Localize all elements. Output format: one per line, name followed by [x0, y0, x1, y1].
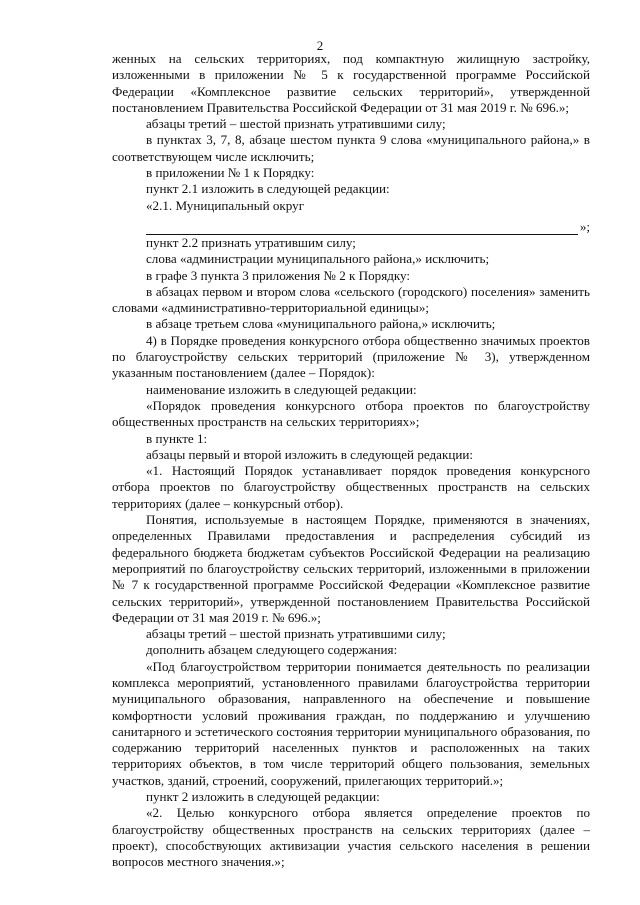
paragraph: «1. Настоящий Порядок устанавливает порядок проведения конкурсного отбора проектов по благоустройству общественных пространств на сельских территориях (далее – конкурсный отбор). [112, 463, 590, 511]
paragraph: слова «администрации муниципального района,» исключить; [146, 251, 490, 267]
paragraph: пункт 2 изложить в следующей редакции: [146, 789, 380, 805]
paragraph: в пункте 1: [146, 430, 208, 446]
paragraph: в абзацах первом и втором слова «сельского (городского) поселения» заменить словами «административно-территориальной единицы»; [112, 283, 590, 316]
paragraph: «Порядок проведения конкурсного отбора проектов по благоустройству общественных пространств на сельских территориях»; [112, 397, 590, 430]
blank-fill-line [146, 216, 590, 235]
paragraph: «2. Целью конкурсного отбора является определение проектов по благоустройству общественных пространств на сельских территориях (далее – проект), способствующих активизации участия сельского населения в решении вопросов местного значения.»; [112, 805, 590, 870]
underline-rule [146, 222, 578, 235]
page-number: 2 [316, 38, 324, 53]
paragraph: абзацы третий – шестой признать утратившими силу; [146, 116, 446, 132]
blank-field-suffix: »; [579, 218, 590, 234]
paragraph: «2.1. Муниципальный округ [146, 197, 305, 213]
paragraph: Понятия, используемые в настоящем Порядке, применяются в значениях, определенных Правилами предоставления и распределения субсидий из федерального бюджета бюджетам субъектов Российской Федерации на реализацию мероприятий по благоустройству сельских территорий, изложенными в приложении № 7 к государственной программе Российской Федерации «Комплексное развитие сельских территорий», утвержденной постановлением Правительства Российской Федерации от 31 мая 2019 г. № 696.»; [112, 512, 590, 625]
paragraph: пункт 2.1 изложить в следующей редакции: [146, 181, 390, 197]
paragraph: наименование изложить в следующей редакции: [146, 381, 417, 397]
paragraph: в приложении № 1 к Порядку: [146, 165, 315, 181]
paragraph: в абзаце третьем слова «муниципального района,» исключить; [146, 316, 496, 332]
paragraph: «Под благоустройством территории понимается деятельность по реализации комплекса мероприятий, установленного правилами благоустройства территории муниципального образования, направленного на обеспечение и повышение комфортности условий проживания граждан, по поддержанию и улучшению санитарного и эстетического состояния территории муниципального образования, по содержанию территорий населенных пунктов и расположенных на таких территориях объектов, в том числе территорий общего пользования, земельных участков, зданий, строений, сооружений, прилегающих территорий.»; [112, 658, 590, 788]
paragraph: дополнить абзацем следующего содержания: [146, 642, 398, 658]
paragraph: в пунктах 3, 7, 8, абзаце шестом пункта 9 слова «муниципального района,» в соответствующем числе исключить; [112, 132, 590, 164]
paragraph: женных на сельских территориях, под компактную жилищную застройку, изложенными в приложении № 5 к государственной программе Российской Федерации «Комплексное развитие сельских территорий», утвержденной постановлением Правительства Российской Федерации от 31 мая 2019 г. № 696.»; [112, 51, 590, 115]
paragraph: 4) в Порядке проведения конкурсного отбора общественно значимых проектов по благоустройству сельских территорий (приложение № 3), утвержденном указанным постановлением (далее – Порядок): [112, 332, 590, 381]
document-body [112, 51, 590, 871]
paragraph: абзацы первый и второй изложить в следующей редакции: [146, 446, 474, 462]
paragraph: пункт 2.2 признать утратившим силу; [146, 234, 356, 250]
paragraph: в графе 3 пункта 3 приложения № 2 к Порядку: [146, 267, 411, 283]
paragraph: абзацы третий – шестой признать утратившими силу; [146, 626, 446, 642]
